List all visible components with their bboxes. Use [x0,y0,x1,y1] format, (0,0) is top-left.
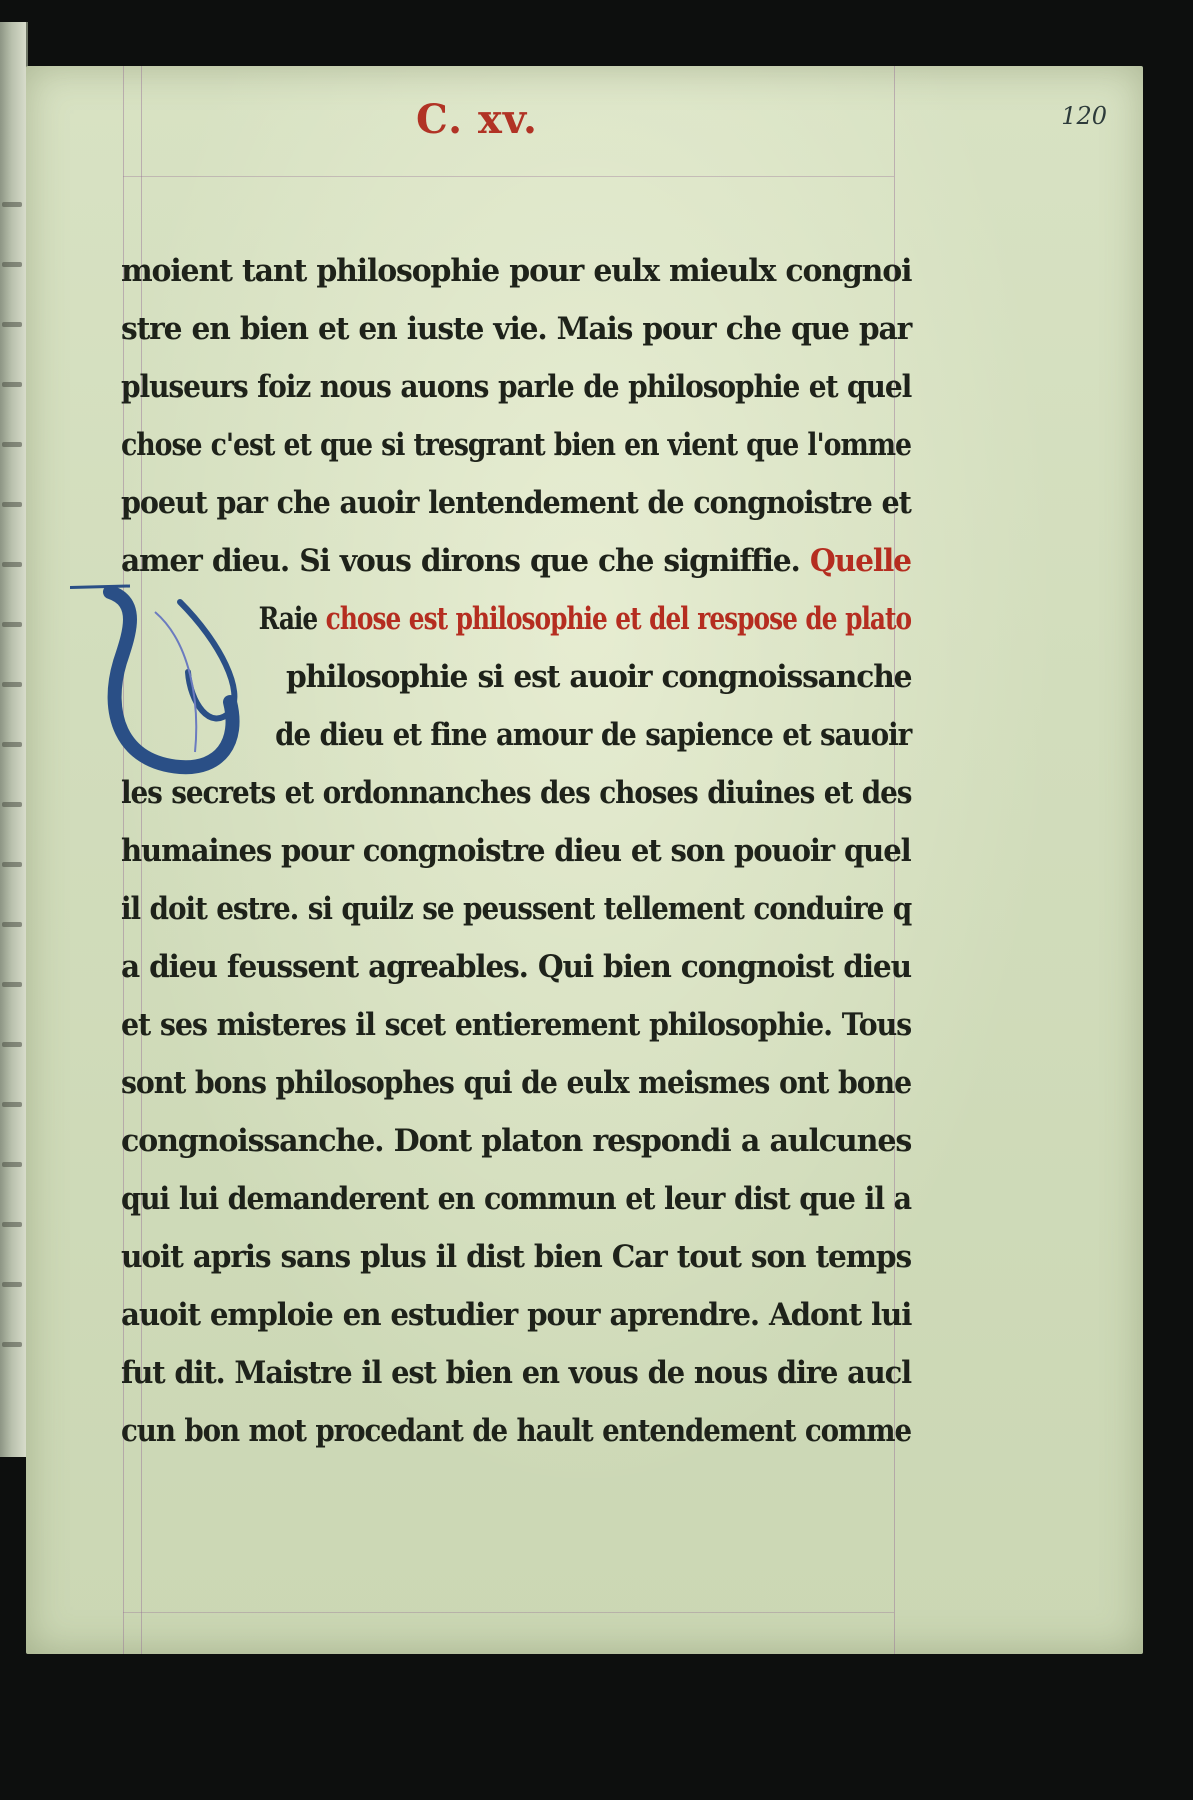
text-line-black: fut dit. Maistre il est bien en vous de nous dire aucl [121,1355,912,1391]
folio-number: 120 [1061,102,1107,130]
text-line-black: amer dieu. Si vous dirons que che signiffie. [121,543,800,579]
manuscript-page [26,66,1143,1654]
bottom-rule [123,1612,894,1613]
text-line-black: poeut par che auoir lentendement de congnoistre et [121,485,911,521]
text-line-black: les secrets et ordonnanches des choses diuines et des [121,775,912,811]
text-line [121,764,912,822]
text-line [121,996,912,1054]
text-line [121,1228,911,1286]
text-line [121,1402,911,1460]
text-line-black: congnoissanche. Dont platon respondi a aulcunes [121,1123,912,1159]
text-line [121,532,911,590]
text-line [121,880,912,938]
text-line [121,1344,912,1402]
main-text-block [121,242,921,1460]
text-line-black: chose c'est et que si tresgrant bien en vient que l'omme [121,427,911,463]
text-line-black: cun bon mot procedant de hault entendement comme [121,1413,911,1449]
text-line-black: auoit emploie en estudier pour aprendre. Adont lui [121,1297,912,1333]
previous-leaf-edge [0,22,28,1457]
text-line [121,1170,912,1228]
top-rule [123,176,894,177]
text-line-black: a dieu feussent agreables. Qui bien congnoist dieu [121,949,911,985]
text-line-black: philosophie si est auoir congnoissanche [285,659,912,695]
text-line [121,706,912,764]
text-line [121,1054,912,1112]
text-line [121,242,912,300]
text-line-black: il doit estre. si quilz se peussent tellement conduire q [121,891,912,927]
text-line-rubric: Quelle [799,543,911,579]
text-line [121,1286,912,1344]
text-line [121,474,911,532]
text-line-black: uoit apris sans plus il dist bien Car tout son temps [121,1239,911,1275]
text-line-black: sont bons philosophes qui de eulx meismes ont bone [121,1065,912,1101]
text-line [121,358,912,416]
text-line [121,648,912,706]
text-line-black: de dieu et fine amour de sapience et sauoir [275,717,912,753]
text-line [121,938,911,996]
text-line-black: pluseurs foiz nous auons parle de philosophie et quel [121,369,912,405]
text-line-black: moient tant philosophie pour eulx mieulx congnoi [121,253,912,289]
text-line [121,300,912,358]
text-line-black: et ses misteres il scet entierement philosophie. Tous [121,1007,912,1043]
text-line-black: humaines pour congnoistre dieu et son pouoir quel [121,833,911,869]
text-line [121,1112,912,1170]
text-line-black: qui lui demanderent en commun et leur dist que il a [121,1181,912,1217]
running-head: C. xv. [416,96,538,143]
text-line-rubric: chose est philosophie et del respose de plato [317,601,912,637]
text-line-black: Raie [258,601,318,637]
text-line [121,416,911,474]
text-line-black: stre en bien et en iuste vie. Mais pour che que par [121,311,912,347]
text-line [121,590,912,648]
text-line [121,822,911,880]
